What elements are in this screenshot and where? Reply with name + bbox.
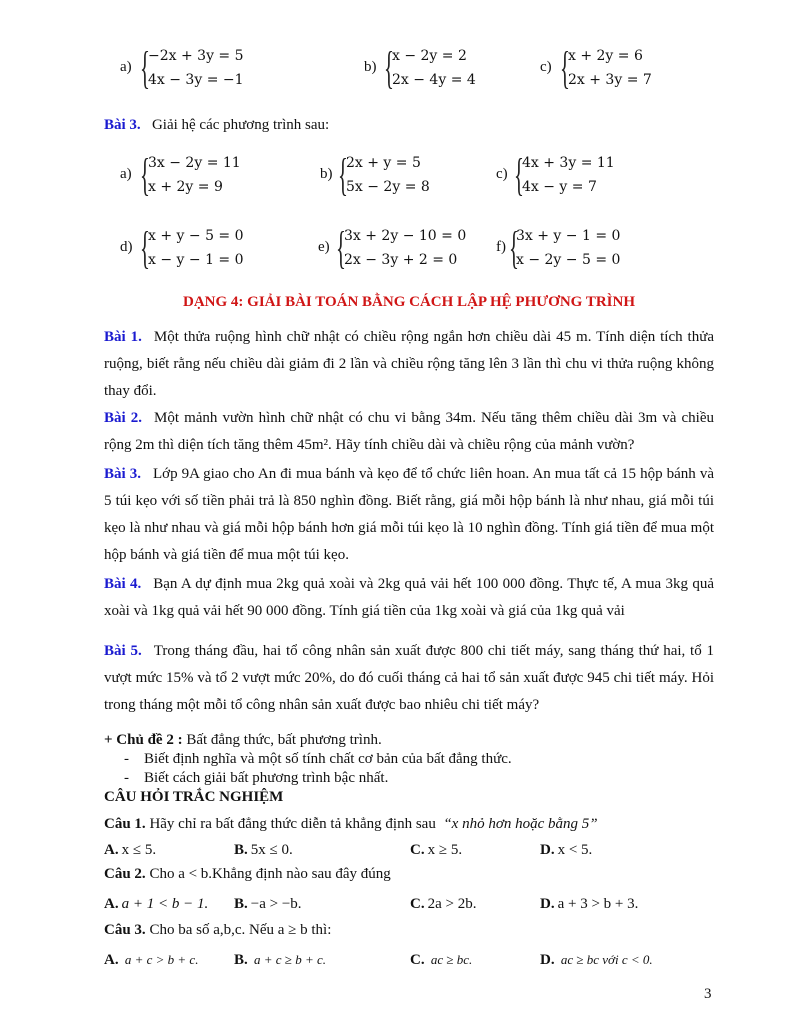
problem-text: Một thửa ruộng hình chữ nhật có chiều rộng ngắn hơn chiều dài 45 m. Tính diện tích thửa ruộng, biết rằng nếu chiều dài giảm đi 2 lần và chiều rộng tăng lên 3 lần thì chu vi thửa ruộng không thay đổi. bbox=[104, 329, 714, 399]
label: d) bbox=[120, 239, 133, 255]
equation: x − 2y − 5 = 0 bbox=[516, 252, 621, 268]
problem-text: Giải hệ các phương trình sau: bbox=[151, 117, 330, 133]
option-c[interactable]: C. 2a > 2b. bbox=[410, 896, 477, 912]
question-text: Cho a < b.Khẳng định nào sau đây đúng bbox=[149, 866, 391, 882]
question-tag: Câu 3. bbox=[104, 922, 146, 938]
brace: { bbox=[384, 42, 394, 93]
option-b[interactable]: B. −a > −b. bbox=[234, 896, 302, 912]
brace: { bbox=[509, 222, 519, 273]
question-quote: “x nhỏ hơn hoặc bằng 5” bbox=[443, 816, 598, 832]
problem-tag: Bài 4. bbox=[104, 576, 142, 592]
option-a[interactable]: A. a + c > b + c. bbox=[104, 952, 199, 968]
bullet-item: - Biết định nghĩa và một số tính chất cơ bản của bất đẳng thức. bbox=[124, 751, 512, 767]
equation: 4x + 3y = 11 bbox=[522, 155, 615, 171]
question-text: Hãy chỉ ra bất đẳng thức diễn tả khẳng định sau bbox=[149, 816, 436, 832]
bai3-heading bbox=[104, 117, 329, 134]
label: a) bbox=[120, 166, 132, 182]
page-number: 3 bbox=[704, 986, 712, 1002]
section-title: DẠNG 4: GIẢI BÀI TOÁN BẰNG CÁCH LẬP HỆ PHƯƠNG TRÌNH bbox=[183, 294, 635, 310]
bullet-item: - Biết cách giải bất phương trình bậc nhất. bbox=[124, 770, 389, 786]
equation: x + 2y = 6 bbox=[568, 48, 643, 64]
option-c[interactable]: C. ac ≥ bc. bbox=[410, 952, 473, 968]
question-tag: Câu 1. bbox=[104, 816, 146, 832]
brace: { bbox=[140, 149, 150, 200]
equation: −2x + 3y = 5 bbox=[148, 48, 244, 64]
equation: 2x + 3y = 7 bbox=[568, 72, 652, 88]
equation: x + y − 5 = 0 bbox=[148, 228, 244, 244]
equation: 3x + 2y − 10 = 0 bbox=[344, 228, 467, 244]
brace: { bbox=[140, 42, 150, 93]
problem-3 bbox=[104, 461, 714, 569]
equation: 3x + y − 1 = 0 bbox=[516, 228, 621, 244]
equation: x − 2y = 2 bbox=[392, 48, 467, 64]
option-a[interactable]: A. a + 1 < b − 1. bbox=[104, 896, 209, 912]
label: e) bbox=[318, 239, 330, 255]
label: f) bbox=[496, 239, 506, 255]
topic-text: Bất đẳng thức, bất phương trình. bbox=[186, 732, 382, 748]
question-2 bbox=[104, 866, 391, 883]
topic-heading bbox=[104, 732, 382, 749]
question-1 bbox=[104, 816, 598, 833]
question-tag: Câu 2. bbox=[104, 866, 146, 882]
label: c) bbox=[540, 59, 552, 75]
topic-label: + Chủ đề 2 : bbox=[104, 732, 183, 748]
option-d[interactable]: D. a + 3 > b + 3. bbox=[540, 896, 639, 912]
problem-4 bbox=[104, 571, 714, 625]
brace: { bbox=[560, 42, 570, 93]
question-3 bbox=[104, 922, 331, 939]
label: c) bbox=[496, 166, 508, 182]
equation: 4x − y = 7 bbox=[522, 179, 597, 195]
equation: 2x + y = 5 bbox=[346, 155, 421, 171]
problem-2 bbox=[104, 405, 714, 459]
problem-text: Lớp 9A giao cho An đi mua bánh và kẹo để tổ chức liên hoan. An mua tất cả 15 hộp bánh và 5 túi kẹo với số tiền phải trả là 850 nghìn đồng. Biết rằng, giá mỗi hộp bánh là như nhau, giá mỗi túi kẹo là như nhau và giá mỗi hộp bánh hơn giá mỗi túi kẹo là 10 nghìn đồng. Tính giá tiền để mua một hộp bánh và giá tiền để mua một túi kẹo. bbox=[104, 466, 714, 563]
option-d[interactable]: D. ac ≥ bc với c < 0. bbox=[540, 952, 653, 968]
brace: { bbox=[336, 222, 346, 273]
problem-tag: Bài 5. bbox=[104, 643, 142, 659]
brace: { bbox=[514, 149, 524, 200]
question-text: Cho ba số a,b,c. Nếu a ≥ b thì: bbox=[149, 922, 332, 938]
equation: x − y − 1 = 0 bbox=[148, 252, 244, 268]
label: b) bbox=[364, 59, 377, 75]
option-c[interactable]: C. x ≥ 5. bbox=[410, 842, 463, 858]
equation: 4x − 3y = −1 bbox=[148, 72, 244, 88]
label: a) bbox=[120, 59, 132, 75]
brace: { bbox=[140, 222, 150, 273]
bullet-text: Biết cách giải bất phương trình bậc nhất. bbox=[144, 770, 389, 786]
problem-text: Một mảnh vườn hình chữ nhật có chu vi bằng 34m. Nếu tăng thêm chiều dài 3m và chiều rộng 2m thì diện tích tăng thêm 45m². Hãy tính chiều dài và chiều rộng của mảnh vườn? bbox=[104, 410, 714, 453]
bullet-text: Biết định nghĩa và một số tính chất cơ bản của bất đẳng thức. bbox=[144, 751, 512, 767]
problem-1 bbox=[104, 324, 714, 405]
equation: 2x − 4y = 4 bbox=[392, 72, 476, 88]
equation: 2x − 3y + 2 = 0 bbox=[344, 252, 458, 268]
equation: 3x − 2y = 11 bbox=[148, 155, 241, 171]
equation: 5x − 2y = 8 bbox=[346, 179, 430, 195]
problem-tag: Bài 1. bbox=[104, 329, 142, 345]
option-d[interactable]: D. x < 5. bbox=[540, 842, 593, 858]
label: b) bbox=[320, 166, 333, 182]
option-b[interactable]: B. a + c ≥ b + c. bbox=[234, 952, 326, 968]
brace: { bbox=[338, 149, 348, 200]
problem-text: Bạn A dự định mua 2kg quả xoài và 2kg quả vải hết 100 000 đồng. Thực tế, A mua 3kg quả xoài và 1kg quả vải hết 90 000 đồng. Tính giá tiền của 1kg xoài và giá của 1kg quả vải bbox=[104, 576, 714, 619]
problem-5 bbox=[104, 638, 714, 719]
problem-tag: Bài 3. bbox=[104, 466, 141, 482]
problem-tag: Bài 2. bbox=[104, 410, 142, 426]
problem-text: Trong tháng đầu, hai tổ công nhân sản xuất được 800 chi tiết máy, sang tháng thứ hai, tổ 1 vượt mức 15% và tổ 2 vượt mức 20%, do đó cuối tháng cả hai tổ sản xuất được 945 chi tiết máy. Hỏi trong tháng một mỗi tổ công nhân sản xuất được bao nhiêu chi tiết máy? bbox=[104, 643, 714, 713]
quiz-heading: CÂU HỎI TRẮC NGHIỆM bbox=[104, 789, 284, 805]
option-b[interactable]: B. 5x ≤ 0. bbox=[234, 842, 293, 858]
equation: x + 2y = 9 bbox=[148, 179, 223, 195]
option-a[interactable]: A. x ≤ 5. bbox=[104, 842, 157, 858]
problem-tag: Bài 3. bbox=[104, 117, 141, 133]
